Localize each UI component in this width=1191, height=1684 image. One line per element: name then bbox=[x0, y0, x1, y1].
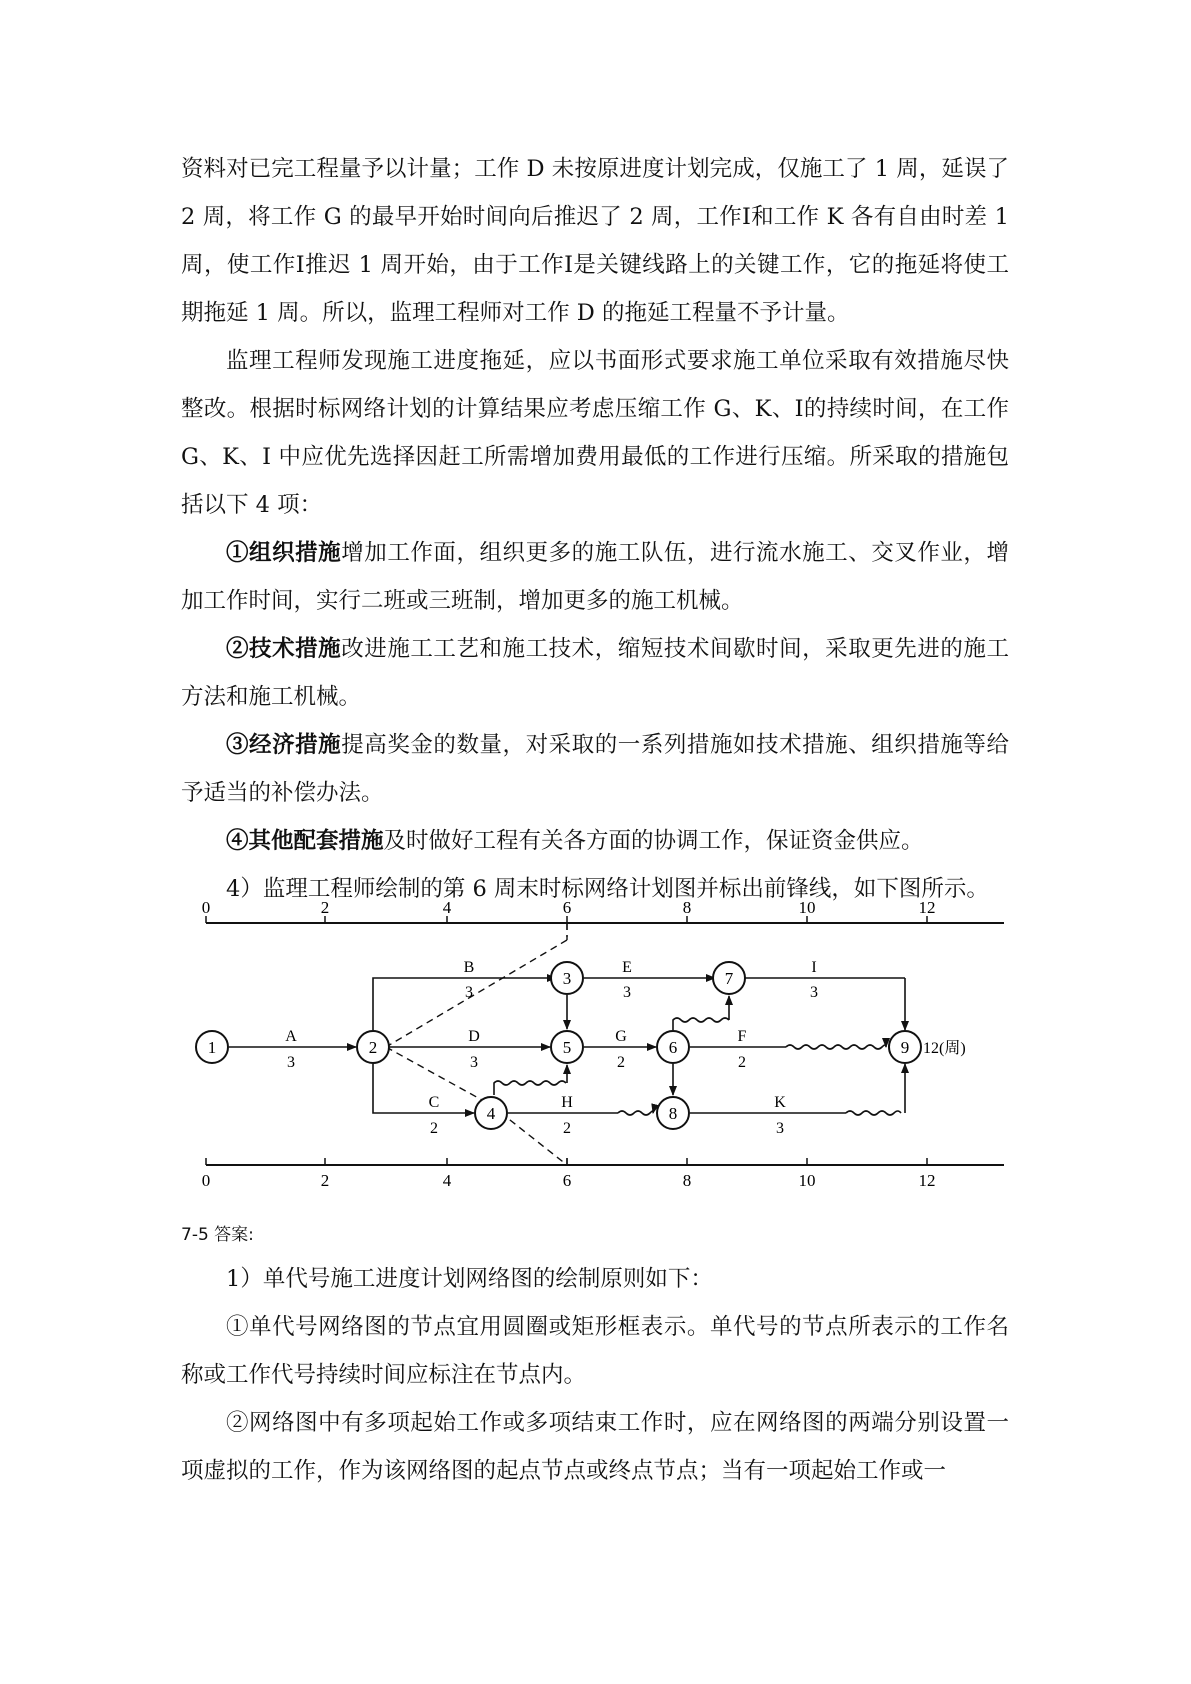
top-tick-label: 0 bbox=[201, 898, 211, 917]
top-tick-label: 2 bbox=[320, 898, 330, 917]
label-H: H bbox=[561, 1094, 573, 1111]
arrow-F-wave bbox=[786, 1045, 886, 1049]
top-tick-label: 4 bbox=[442, 898, 452, 917]
time-scaled-network-diagram bbox=[181, 895, 1021, 1200]
label-G: G bbox=[615, 1028, 627, 1045]
bottom-tick-label: 10 bbox=[798, 1171, 816, 1190]
duration-K: 3 bbox=[776, 1120, 784, 1137]
bottom-tick-label: 8 bbox=[682, 1171, 692, 1190]
svg-text:3: 3 bbox=[562, 969, 572, 988]
svg-text:8: 8 bbox=[668, 1104, 678, 1123]
duration-A: 3 bbox=[287, 1054, 295, 1071]
paragraph-bottom-1: 1）单代号施工进度计划网络图的绘制原则如下： bbox=[226, 1266, 713, 1292]
paragraph-2: 监理工程师发现施工进度拖延，应以书面形式要求施工单位采取有效措施尽快整改。根据时标网络计划的计算结果应考虑压缩工作 G、K、I的持续时间，在工作 G、K、I 中应优先选择因赶工所需增加费用最低的工作进行压缩。所采取的措施包括以下 4 项： bbox=[181, 348, 1009, 518]
label-B: B bbox=[463, 959, 475, 976]
arrow-C bbox=[373, 1064, 474, 1113]
label-E: E bbox=[622, 959, 632, 976]
paragraph-figure-intro: 4）监理工程师绘制的第 6 周末时标网络计划图并标出前锋线，如下图所示。 bbox=[226, 876, 989, 902]
top-tick-label: 6 bbox=[562, 898, 572, 917]
top-tick-label: 10 bbox=[798, 898, 816, 917]
duration-D: 3 bbox=[470, 1054, 478, 1071]
label-F: F bbox=[737, 1028, 747, 1045]
node-6 bbox=[657, 1031, 689, 1063]
svg-text:2: 2 bbox=[368, 1038, 378, 1057]
label-I: I bbox=[811, 959, 817, 976]
label-C: C bbox=[428, 1094, 440, 1111]
node-9 bbox=[889, 1031, 921, 1063]
duration-C: 2 bbox=[430, 1120, 438, 1137]
duration-F: 2 bbox=[738, 1054, 746, 1071]
bold-lead: ②技术措施 bbox=[226, 636, 342, 662]
bottom-tick-label: 0 bbox=[201, 1171, 211, 1190]
bottom-time-scale bbox=[202, 1158, 1004, 1190]
svg-text:5: 5 bbox=[562, 1038, 572, 1057]
top-time-scale bbox=[202, 898, 1004, 923]
paragraph-organization-measures: ①组织措施增加工作面，组织更多的施工队伍，进行流水施工、交叉作业，增加工作时间，实行二班或三班制，增加更多的施工机械。 bbox=[181, 540, 1009, 614]
paragraph-other-measures: ④其他配套措施及时做好工程有关各方面的协调工作，保证资金供应。 bbox=[226, 828, 924, 854]
dummy-4-5-wave bbox=[494, 1081, 566, 1095]
bold-lead: ③经济措施 bbox=[226, 732, 342, 758]
dummy-6-7-wave bbox=[673, 1018, 729, 1030]
node-7 bbox=[713, 962, 745, 994]
svg-text:1: 1 bbox=[207, 1038, 217, 1057]
duration-B: 3 bbox=[465, 984, 473, 1001]
duration-E: 3 bbox=[623, 984, 631, 1001]
text-top bbox=[181, 145, 1009, 913]
end-label: 12(周) bbox=[923, 1040, 966, 1057]
arrow-H-wave bbox=[618, 1111, 653, 1115]
top-tick-label: 12 bbox=[918, 898, 936, 917]
node-3 bbox=[551, 962, 583, 994]
node-4 bbox=[475, 1097, 507, 1129]
node-1 bbox=[196, 1031, 228, 1063]
node-2 bbox=[357, 1031, 389, 1063]
answer-heading: 7-5 答案: bbox=[181, 1225, 254, 1245]
bottom-tick-label: 4 bbox=[442, 1171, 452, 1190]
paragraph-bottom-2: ①单代号网络图的节点宜用圆圈或矩形框表示。单代号的节点所表示的工作名称或工作代号持续时间应标注在节点内。 bbox=[181, 1314, 1009, 1388]
label-K: K bbox=[774, 1094, 786, 1111]
paragraph-bottom-3: ②网络图中有多项起始工作或多项结束工作时，应在网络图的两端分别设置一项虚拟的工作，作为该网络图的起点节点或终点节点；当有一项起始工作或一 bbox=[181, 1410, 1009, 1484]
svg-text:4: 4 bbox=[486, 1104, 496, 1123]
svg-text:6: 6 bbox=[668, 1038, 678, 1057]
paragraph-technical-measures: ②技术措施改进施工工艺和施工技术，缩短技术间歇时间，采取更先进的施工方法和施工机械。 bbox=[181, 636, 1009, 710]
svg-text:7: 7 bbox=[724, 969, 734, 988]
svg-text:9: 9 bbox=[900, 1038, 910, 1057]
paragraph-economic-measures: ③经济措施提高奖金的数量，对采取的一系列措施如技术措施、组织措施等给予适当的补偿办法。 bbox=[181, 732, 1009, 806]
duration-G: 2 bbox=[617, 1054, 625, 1071]
duration-H: 2 bbox=[563, 1120, 571, 1137]
nodes bbox=[196, 962, 966, 1129]
bold-lead: ④其他配套措施 bbox=[226, 828, 384, 854]
node-8 bbox=[657, 1097, 689, 1129]
label-A: A bbox=[285, 1028, 297, 1045]
label-D: D bbox=[468, 1028, 480, 1045]
node-5 bbox=[551, 1031, 583, 1063]
bottom-tick-label: 12 bbox=[918, 1171, 936, 1190]
arrow-K-wave bbox=[846, 1111, 901, 1115]
bottom-tick-label: 2 bbox=[320, 1171, 330, 1190]
bottom-tick-label: 6 bbox=[562, 1171, 572, 1190]
paragraph-1: 资料对已完工程量予以计量；工作 D 未按原进度计划完成，仅施工了 1 周，延误了 2 周，将工作 G 的最早开始时间向后推迟了 2 周，工作I和工作 K 各有自由时差 1 周，使工作I推迟 1 周开始，由于工作I是关键线路上的关键工作，它的拖延将使工期拖延 1 周。所以，监理工程师对工作 D 的拖延工程量不予计量。 bbox=[181, 156, 1009, 326]
duration-I: 3 bbox=[810, 984, 818, 1001]
text-bottom bbox=[181, 1255, 1009, 1495]
bold-lead: ①组织措施 bbox=[226, 540, 342, 566]
top-tick-label: 8 bbox=[682, 898, 692, 917]
